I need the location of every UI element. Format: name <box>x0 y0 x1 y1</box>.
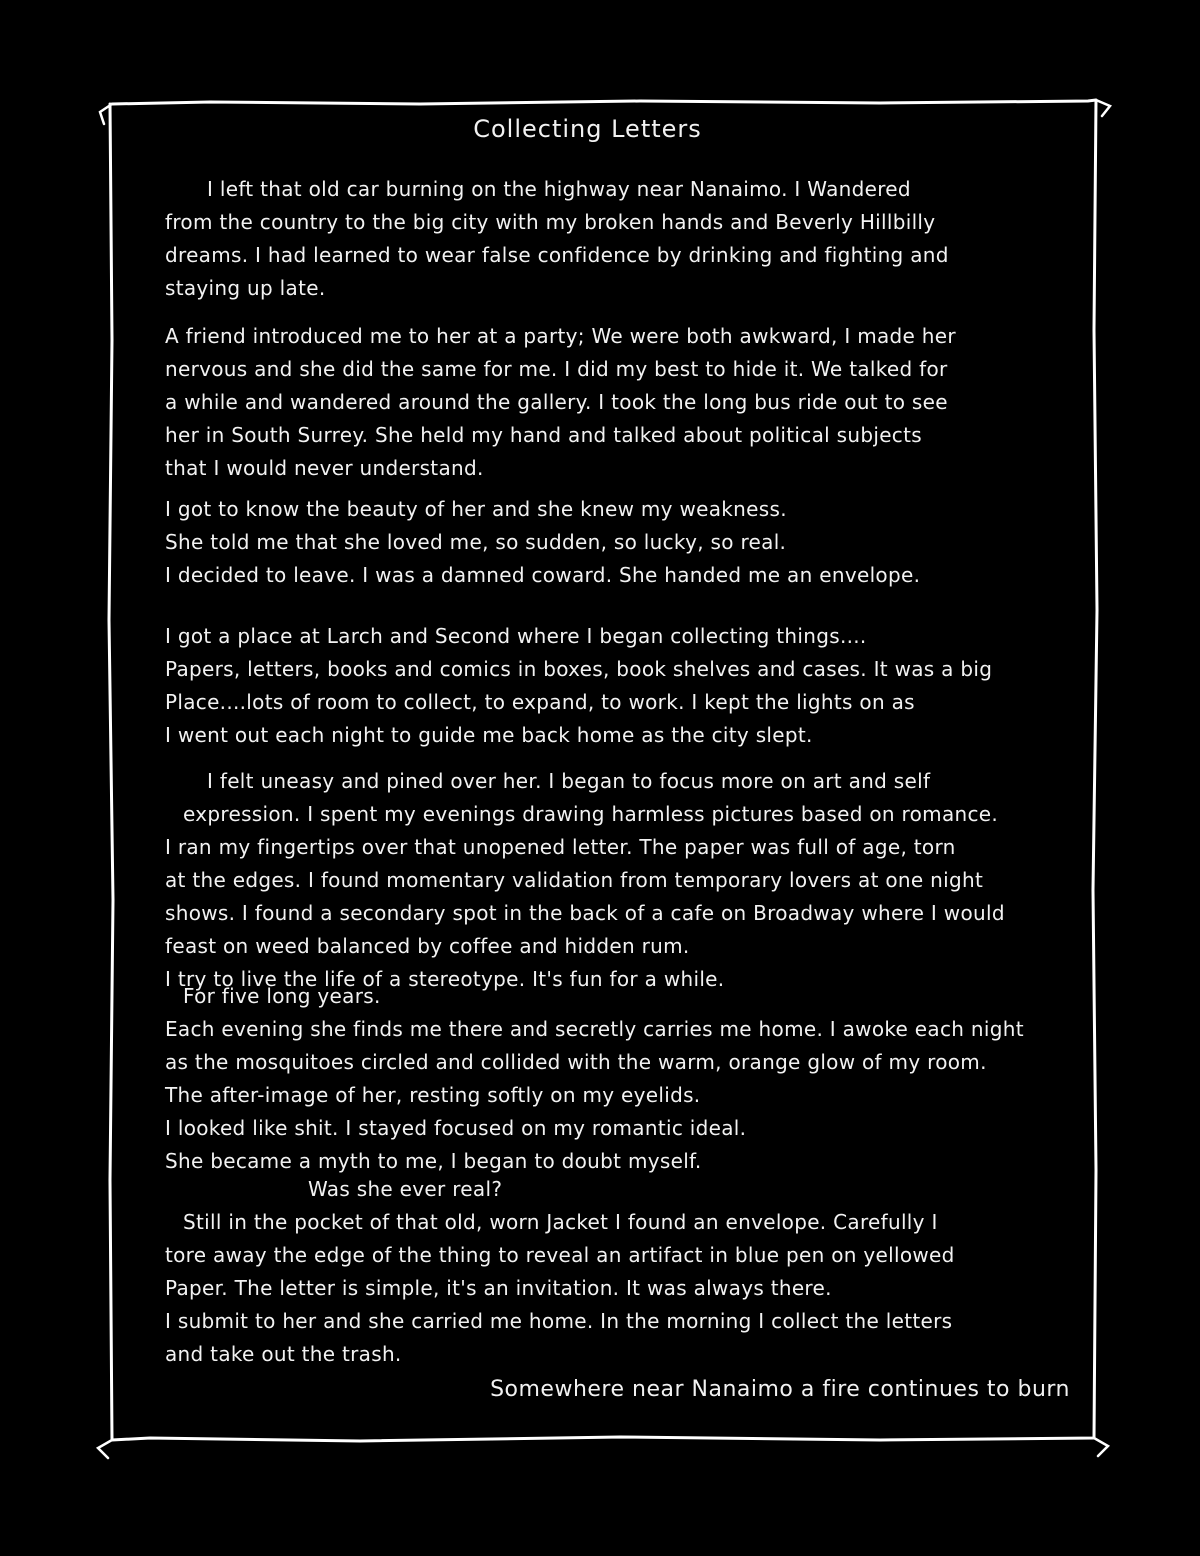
text-line: I looked like shit. I stayed focused on my romantic ideal. <box>165 1116 747 1140</box>
text-line: Still in the pocket of that old, worn Jacket I found an envelope. Carefully I <box>183 1210 938 1234</box>
paragraph-4 <box>165 620 1065 752</box>
text-line: I went out each night to guide me back home as the city slept. <box>165 723 813 747</box>
text-line: Each evening she finds me there and secretly carries me home. I awoke each night <box>165 1017 1024 1041</box>
text-line: shows. I found a secondary spot in the back of a cafe on Broadway where I would <box>165 901 1005 925</box>
text-line: I decided to leave. I was a damned coward. She handed me an envelope. <box>165 563 921 587</box>
text-line: feast on weed balanced by coffee and hidden rum. <box>165 934 690 958</box>
text-line: A friend introduced me to her at a party; We were both awkward, I made her <box>165 324 956 348</box>
text-line: staying up late. <box>165 276 326 300</box>
text-line: at the edges. I found momentary validation from temporary lovers at one night <box>165 868 984 892</box>
paragraph-2 <box>165 320 1065 485</box>
text-line: nervous and she did the same for me. I did my best to hide it. We talked for <box>165 357 948 381</box>
text-line: Paper. The letter is simple, it's an invitation. It was always there. <box>165 1276 832 1300</box>
text-line: For five long years. <box>183 984 381 1008</box>
text-line: and take out the trash. <box>165 1342 402 1366</box>
paragraph-1 <box>165 173 1065 305</box>
text-line: I felt uneasy and pined over her. I began to focus more on art and self <box>207 769 931 793</box>
paragraph-7 <box>165 1173 1065 1371</box>
page-title: Collecting Letters <box>473 115 702 143</box>
paragraph-5 <box>165 765 1065 996</box>
paragraph-3 <box>165 493 1065 592</box>
text-line: from the country to the big city with my broken hands and Beverly Hillbilly <box>165 210 936 234</box>
text-line: I got a place at Larch and Second where I began collecting things.... <box>165 624 867 648</box>
text-line: I ran my fingertips over that unopened letter. The paper was full of age, torn <box>165 835 956 859</box>
letter-page <box>165 115 1070 1435</box>
text-line: that I would never understand. <box>165 456 484 480</box>
text-line: dreams. I had learned to wear false confidence by drinking and fighting and <box>165 243 949 267</box>
closing-line: Somewhere near Nanaimo a fire continues to burn <box>490 1377 1070 1402</box>
text-line: as the mosquitoes circled and collided with the warm, orange glow of my room. <box>165 1050 987 1074</box>
text-line: She told me that she loved me, so sudden, so lucky, so real. <box>165 530 787 554</box>
text-line: She became a myth to me, I began to doubt myself. <box>165 1149 702 1173</box>
text-line: I try to live the life of a stereotype. It's fun for a while. <box>165 967 725 991</box>
paragraph-6 <box>165 980 1065 1178</box>
text-line: Was she ever real? <box>308 1177 503 1201</box>
text-line: The after-image of her, resting softly on my eyelids. <box>165 1083 701 1107</box>
text-line: I left that old car burning on the highway near Nanaimo. I Wandered <box>207 177 911 201</box>
text-line: tore away the edge of the thing to reveal an artifact in blue pen on yellowed <box>165 1243 955 1267</box>
text-line: a while and wandered around the gallery. I took the long bus ride out to see <box>165 390 948 414</box>
text-line: expression. I spent my evenings drawing harmless pictures based on romance. <box>183 802 999 826</box>
text-line: Place....lots of room to collect, to expand, to work. I kept the lights on as <box>165 690 915 714</box>
text-line: I got to know the beauty of her and she knew my weakness. <box>165 497 787 521</box>
text-line: Papers, letters, books and comics in boxes, book shelves and cases. It was a big <box>165 657 993 681</box>
text-line: I submit to her and she carried me home. In the morning I collect the letters <box>165 1309 953 1333</box>
text-line: her in South Surrey. She held my hand and talked about political subjects <box>165 423 922 447</box>
